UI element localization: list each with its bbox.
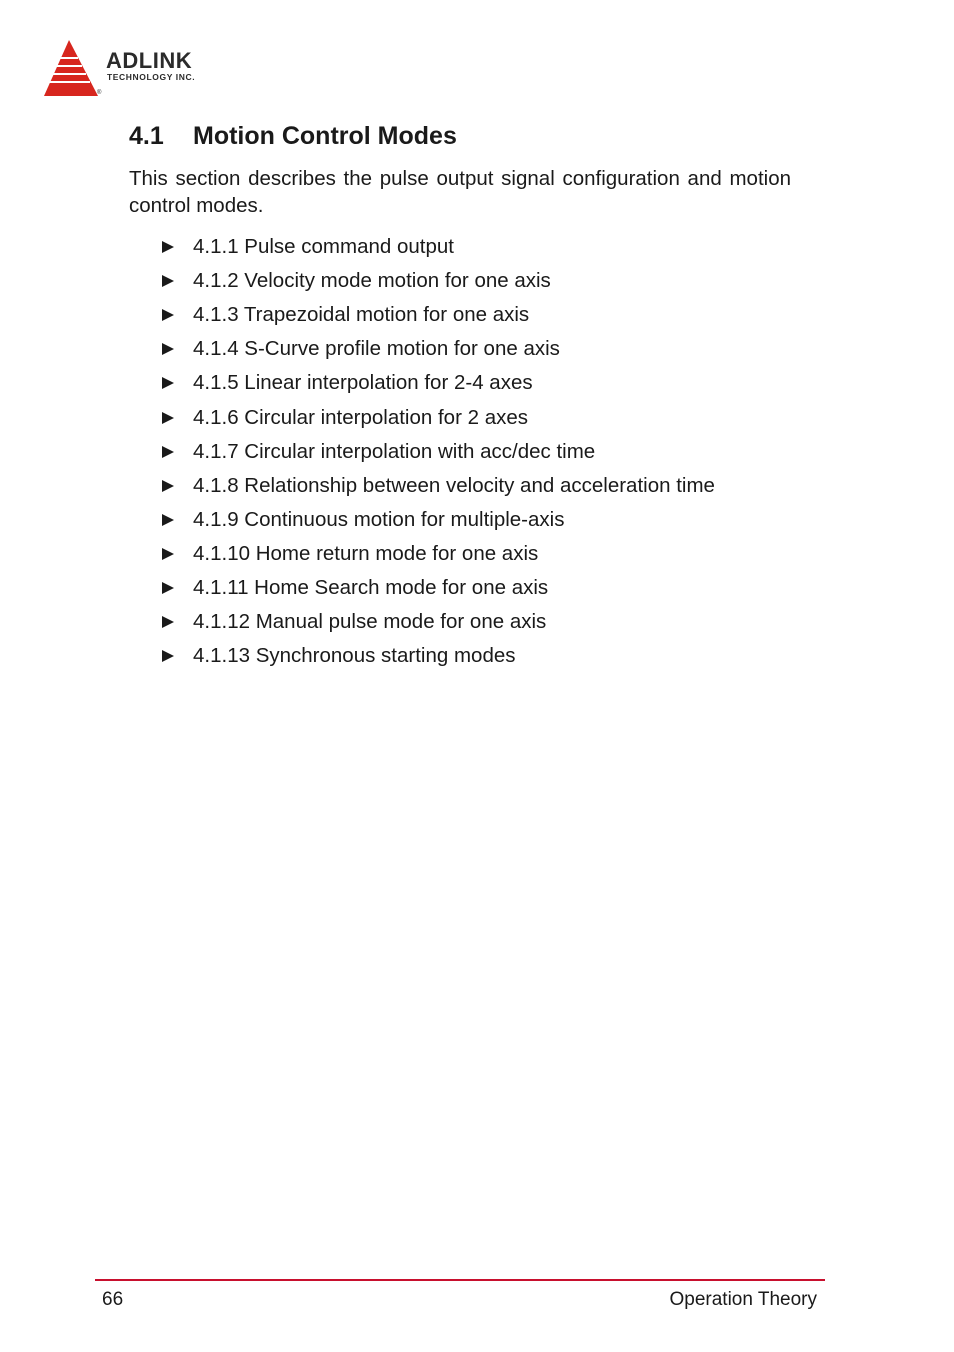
list-item (162, 503, 715, 537)
list-item-text: 4.1.4 S-Curve profile motion for one axis (193, 337, 560, 361)
triangle-right-icon (162, 309, 174, 321)
triangle-right-icon (162, 582, 174, 594)
list-item (162, 366, 715, 400)
list-item (162, 264, 715, 298)
list-item (162, 435, 715, 469)
list-item (162, 639, 715, 673)
triangle-right-icon (162, 377, 174, 389)
list-item-text: 4.1.13 Synchronous starting modes (193, 644, 516, 668)
list-item-text: 4.1.10 Home return mode for one axis (193, 541, 539, 565)
triangle-right-icon (162, 514, 174, 526)
page-number: 66 (102, 1289, 124, 1310)
list-item-text: 4.1.3 Trapezoidal motion for one axis (193, 303, 530, 327)
triangle-right-icon (162, 480, 174, 492)
footer-section-name: Operation Theory (669, 1289, 817, 1310)
list-item (162, 298, 715, 332)
triangle-right-icon (162, 343, 174, 355)
list-item-text: 4.1.7 Circular interpolation with acc/dec time (193, 439, 596, 463)
triangle-right-icon (162, 275, 174, 287)
list-item (162, 605, 715, 639)
triangle-right-icon (162, 650, 174, 662)
list-item-text: 4.1.1 Pulse command output (193, 235, 454, 259)
list-item-text: 4.1.9 Continuous motion for multiple-axis (193, 507, 565, 531)
triangle-right-icon (162, 241, 174, 253)
triangle-right-icon (162, 548, 174, 560)
adlink-triangle-logo-icon (42, 38, 102, 98)
section-number: 4.1 (129, 122, 164, 150)
list-item (162, 537, 715, 571)
list-item-text: 4.1.11 Home Search mode for one axis (193, 575, 549, 599)
triangle-right-icon (162, 446, 174, 458)
triangle-right-icon (162, 412, 174, 424)
list-item-text: 4.1.8 Relationship between velocity and acceleration time (193, 473, 715, 497)
triangle-right-icon (162, 616, 174, 628)
list-item (162, 400, 715, 434)
section-title-text: Motion Control Modes (193, 122, 457, 150)
section-intro-paragraph: This section describes the pulse output signal configuration and motion control modes. (129, 167, 791, 217)
list-item (162, 571, 715, 605)
list-item-text: 4.1.2 Velocity mode motion for one axis (193, 269, 551, 293)
footer-divider (95, 1279, 825, 1281)
adlink-logo (42, 38, 242, 100)
logo-registered-mark: ® (97, 90, 102, 96)
logo-brand-text: ADLINK (106, 48, 193, 73)
list-item (162, 332, 715, 366)
list-item-text: 4.1.5 Linear interpolation for 2-4 axes (193, 371, 533, 395)
list-item (162, 469, 715, 503)
subsection-list (162, 230, 715, 673)
list-item-text: 4.1.6 Circular interpolation for 2 axes (193, 405, 529, 429)
list-item-text: 4.1.12 Manual pulse mode for one axis (193, 610, 547, 634)
logo-tagline: TECHNOLOGY INC. (107, 72, 196, 82)
section-title (129, 120, 457, 152)
list-item (162, 230, 715, 264)
